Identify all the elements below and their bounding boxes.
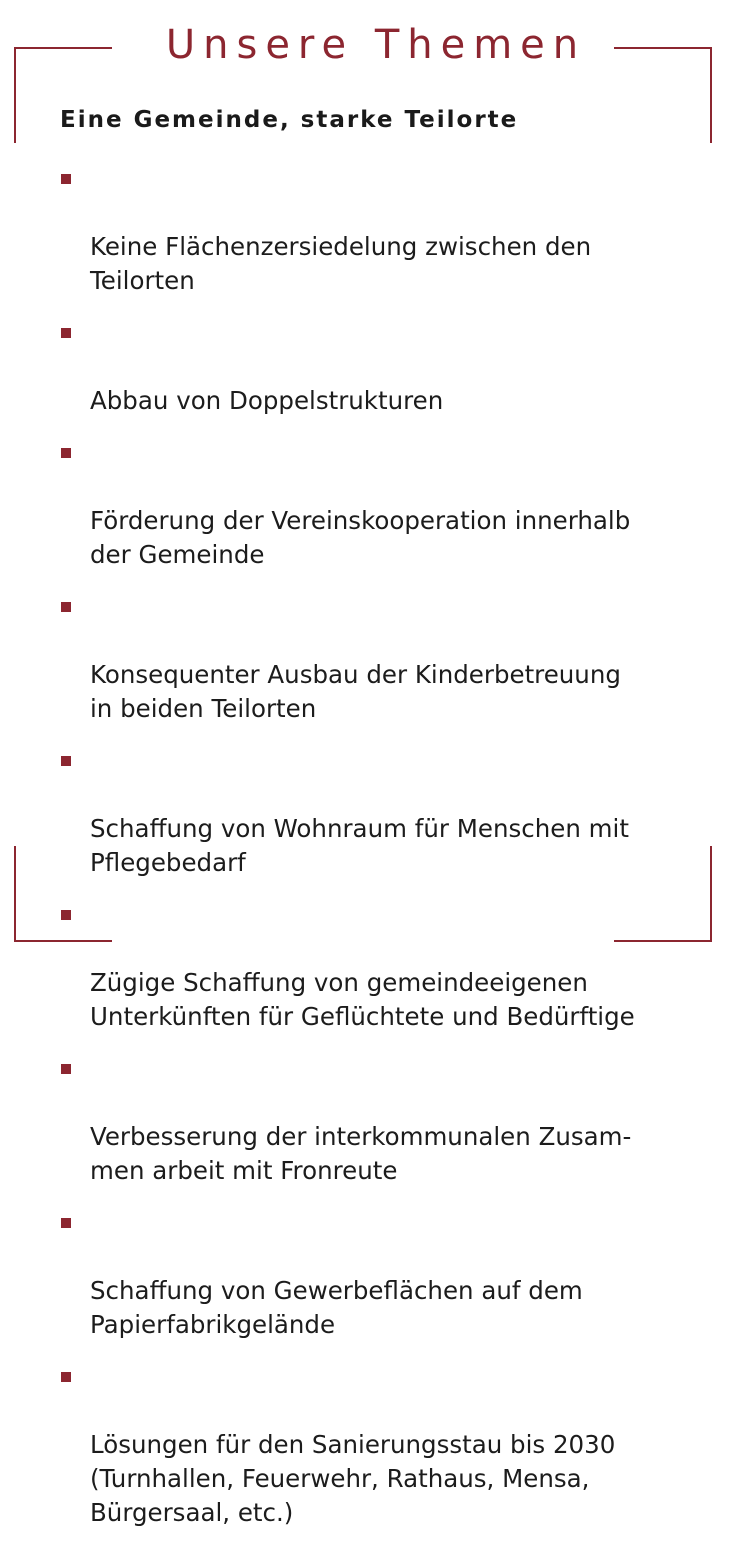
list-item-text: Abbau von Doppelstrukturen xyxy=(90,386,444,415)
square-bullet-icon xyxy=(61,1064,71,1074)
list-item-text: Schaffung von Wohnraum für Menschen mit Pflegebedarf xyxy=(90,814,629,877)
list-item xyxy=(60,898,720,1034)
frame-bottom-left-vertical xyxy=(14,846,16,942)
square-bullet-icon xyxy=(61,328,71,338)
square-bullet-icon xyxy=(61,910,71,920)
list-item xyxy=(60,1206,720,1342)
list-item-text: Schaffung von Gewerbeflächen auf dem Papierfabrikgelände xyxy=(90,1276,583,1339)
square-bullet-icon xyxy=(61,448,71,458)
square-bullet-icon xyxy=(61,756,71,766)
list-item-text: Verbesserung der interkommunalen Zusam- men arbeit mit Fronreute xyxy=(90,1122,632,1185)
page-title: Unsere Themen xyxy=(165,22,587,68)
list-item-text: Konsequenter Ausbau der Kinderbetreuung in beiden Teilorten xyxy=(90,660,621,723)
list-item xyxy=(60,1052,720,1188)
square-bullet-icon xyxy=(61,1372,71,1382)
square-bullet-icon xyxy=(61,174,71,184)
list-item xyxy=(60,316,720,418)
list-item xyxy=(60,162,720,298)
list-item-text: Keine Flächenzersiedelung zwischen den Teilorten xyxy=(90,232,592,295)
square-bullet-icon xyxy=(61,1218,71,1228)
list-item xyxy=(60,744,720,880)
list-item xyxy=(60,1360,720,1530)
list-item-text: Lösungen für den Sanierungsstau bis 2030 (Turnhallen, Feuerwehr, Rathaus, Mensa, Bürgersaal, etc.) xyxy=(90,1430,616,1527)
topic-list xyxy=(60,162,720,1548)
list-item xyxy=(60,436,720,572)
list-item-text: Zügige Schaffung von gemeindeeigenen Unterkünften für Geflüchtete und Bedürftige xyxy=(90,968,635,1031)
list-item-text: Förderung der Vereinskooperation innerhalb der Gemeinde xyxy=(90,506,631,569)
square-bullet-icon xyxy=(61,602,71,612)
list-item xyxy=(60,590,720,726)
section-heading: Eine Gemeinde, starke Teilorte xyxy=(60,107,519,133)
